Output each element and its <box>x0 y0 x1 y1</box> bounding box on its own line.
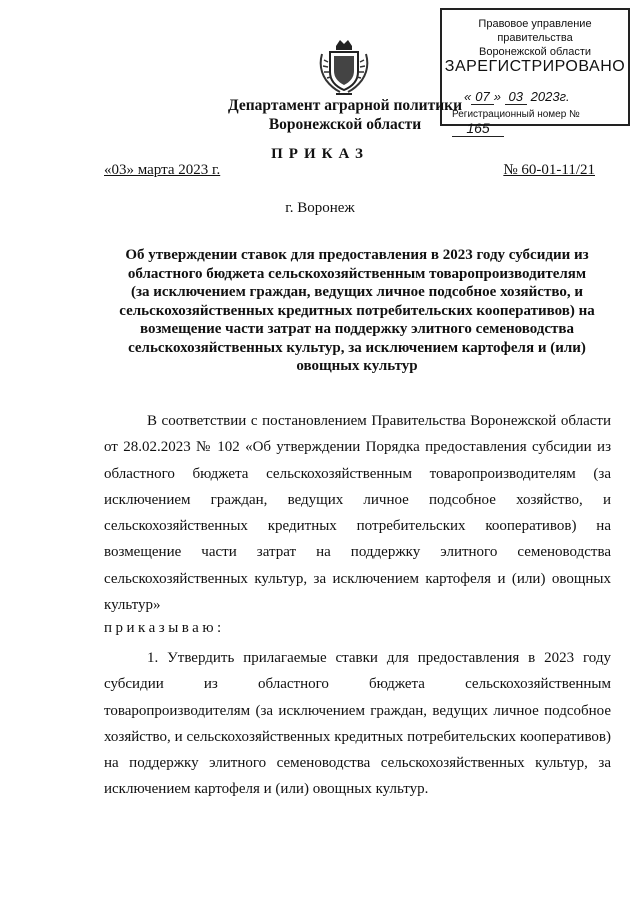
department-line2: Воронежской области <box>268 116 422 133</box>
stamp-date-year: 2023 <box>530 89 560 104</box>
document-number: № 60-01-11/21 <box>503 162 595 178</box>
stamp-reg-number: 165 <box>452 120 504 137</box>
stamp-organization <box>442 17 628 59</box>
department-line1: Департамент аграрной политики <box>227 97 462 114</box>
department-name <box>180 96 510 134</box>
stamp-reg-label: Регистрационный номер № <box>452 109 580 120</box>
stamp-org-line2: Воронежской области <box>478 46 591 58</box>
stamp-registered-label: ЗАРЕГИСТРИРОВАНО <box>444 58 626 75</box>
body-paragraph-1: В соответствии с постановлением Правительства Воронежской области от 28.02.2023 № 102 «Об утверждении Порядка предоставления субсидии из областного бюджета сельскохозяйственным товаропроизводителям (за исключением граждан, ведущих личное подсобное хозяйство, и сельскохозяйственных кредитных потребительских кооперативов) на возмещение части затрат на поддержку элитного семеноводства сельскохозяйственных культур, за исключением картофеля и (или) овощных культур» <box>104 413 611 614</box>
document-city: г. Воронеж <box>285 200 355 216</box>
document-date <box>104 162 220 179</box>
order-word: приказываю: <box>104 620 225 636</box>
stamp-date-day: 07 <box>471 89 493 105</box>
document-date-rest: марта 2023 г. <box>134 162 221 178</box>
coat-of-arms-emblem <box>318 38 370 98</box>
stamp-date: « 07 » 03 2023г. <box>464 89 570 104</box>
stamp-org-line1: Правовое управление правительства <box>478 18 592 44</box>
document-date-day: «03» <box>104 162 134 178</box>
body-paragraph-2: 1. Утвердить прилагаемые ставки для предоставления в 2023 году субсидии из областного бюджета сельскохозяйственным товаропроизводителям (за исключением граждан, ведущих личное подсобное хозяйство, и сельскохозяйственных кредитных потребительских кооперативов) на поддержку элитного семеноводства сельскохозяйственных культур, за исключением картофеля и (или) овощных культур. <box>104 650 611 798</box>
stamp-date-month: 03 <box>505 89 527 105</box>
document-subject: Об утверждении ставок для предоставления в 2023 году субсидии из областного бюджета сельскохозяйственным товаропроизводителям (за исключением граждан, ведущих личное подсобное хозяйство, и сельскохозяйственных кредитных потребительских кооперативов) на возмещение части затрат на поддержку элитного семеноводства сельскохозяйственных культур, за исключением картофеля и (или) овощных культур <box>119 247 595 374</box>
document-title: ПРИКАЗ <box>271 146 369 162</box>
